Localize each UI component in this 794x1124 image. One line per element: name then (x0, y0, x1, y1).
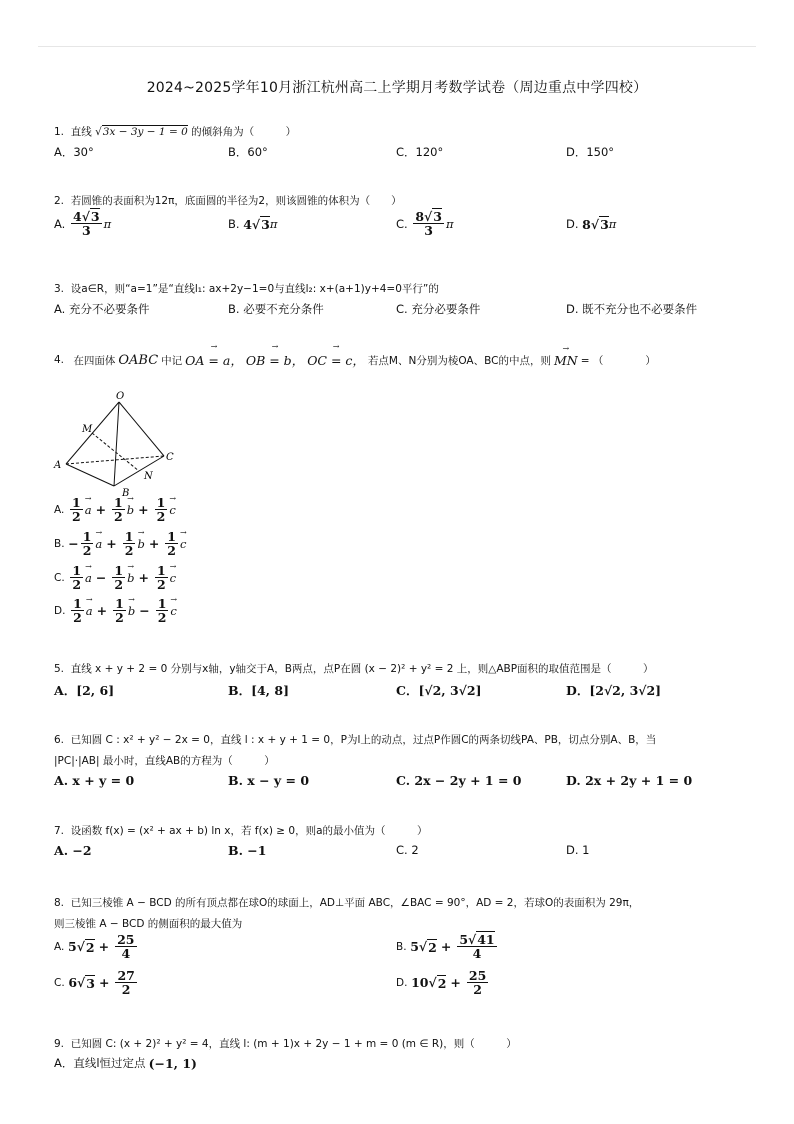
numerator: 1 (73, 596, 82, 611)
q4-option-a[interactable] (54, 496, 176, 523)
numerator: 1 (156, 563, 166, 578)
q5-option-b[interactable]: B．[4, 8] (228, 683, 289, 698)
q4-option-b[interactable] (54, 530, 186, 557)
sign: + (96, 603, 108, 619)
option-label: B. (396, 940, 407, 953)
fraction: $\frac{5√41}{4}$ (459, 932, 495, 962)
numerator: 1 (82, 529, 92, 544)
sign: + (148, 536, 160, 552)
q1-option-b[interactable]: B．60° (228, 145, 268, 159)
stem-text: 若圆锥的表面积为12π，底面圆的半径为2，则该圆锥的体积为（ ） (70, 195, 402, 207)
sign: + (106, 536, 117, 552)
numerator: 1 (114, 563, 124, 578)
denominator: 2 (156, 577, 166, 593)
option-label: B. (228, 217, 240, 231)
stem-text: 的倾斜角为（ ） (191, 126, 297, 138)
fraction: $\frac{4√3}{3}$ (72, 209, 100, 239)
question-number: 7. (54, 825, 65, 837)
radicand: 3 (90, 209, 100, 224)
question-number: 9. (54, 1038, 65, 1050)
numerator: 1 (167, 529, 176, 544)
label-b: B (122, 488, 130, 498)
q3-option-c[interactable]: C. 充分必要条件 (396, 302, 481, 316)
radicand: 41 (477, 932, 495, 947)
vector-oc: OC = c， → (307, 351, 365, 369)
q2-option-b[interactable]: B. 4 √ 3 π (228, 216, 278, 232)
header-rule (38, 46, 756, 47)
vector-c: c → (170, 604, 176, 618)
option-label: A. (54, 503, 65, 516)
stem-text: 已知圆 C: (x + 2)² + y² = 4，直线 l: (m + 1)x + 2y − 1 + m = 0 (m ∈ R)，则（ ） (70, 1038, 517, 1050)
fraction (71, 597, 84, 624)
radicand: 3 (86, 975, 95, 991)
denominator: 2 (115, 610, 124, 626)
pi-symbol: π (608, 217, 617, 231)
denominator: 4 (472, 946, 482, 962)
question-number: 2. (54, 195, 65, 207)
equation: √3x − 3y − 1 = 0 (95, 126, 188, 138)
radicand: 3 (600, 217, 609, 232)
option-label: A. (54, 940, 65, 953)
fraction (112, 496, 125, 523)
numerator: 1 (124, 529, 134, 544)
q6-option-c[interactable]: C. 2x − 2y + 1 = 0 (396, 773, 522, 788)
radicand: 2 (428, 939, 437, 955)
option-label: C. (54, 976, 65, 989)
label-n: N (144, 471, 153, 482)
question-8 (54, 893, 754, 935)
vector-b: b → (128, 604, 135, 618)
radicand: 3 (433, 209, 442, 224)
fraction (115, 969, 136, 996)
vector-b: b → (127, 571, 134, 585)
numerator: 1 (156, 495, 166, 510)
numerator: 1 (157, 596, 167, 611)
question-7 (54, 823, 428, 838)
vector-b: b → (137, 537, 144, 551)
q6-option-d[interactable]: D. 2x + 2y + 1 = 0 (566, 773, 693, 788)
label-o: O (116, 391, 125, 402)
sign: − (95, 570, 107, 586)
sqrt-content: 3x − 3y − 1 = 0 (102, 126, 188, 138)
sign: + (95, 502, 107, 518)
numerator: 1 (72, 495, 81, 510)
sign: + (138, 502, 149, 518)
numerator: 1 (115, 596, 124, 611)
q3-option-b[interactable]: B. 必要不充分条件 (228, 302, 324, 316)
q1-option-a[interactable]: A．30° (54, 145, 94, 159)
edge-ob (114, 402, 119, 486)
q7-option-b[interactable]: B. −1 (228, 843, 267, 858)
q7-option-a[interactable]: A. −2 (54, 843, 92, 858)
question-number: 3. (54, 283, 65, 295)
option-label: C. (396, 216, 408, 231)
denominator: 2 (114, 577, 124, 593)
q4-option-c[interactable] (54, 564, 176, 591)
pi-symbol: π (103, 216, 112, 231)
denominator: 2 (82, 543, 92, 559)
vector-oa: OA = a， → (185, 351, 243, 369)
option-label: D. (396, 976, 408, 989)
fixed-point: (−1, 1) (148, 1055, 197, 1071)
denominator: 2 (473, 982, 482, 998)
fraction (156, 597, 169, 624)
numerator: 4 (72, 209, 82, 224)
denominator: 4 (121, 946, 131, 962)
q5-option-a[interactable]: A．[2, 6] (54, 683, 115, 698)
sign: + (138, 570, 149, 586)
q8-option-b[interactable]: B. 5 √ 2 + $\frac{5√41}{4}$ (396, 932, 495, 962)
vector-ob: OB = b， → (246, 351, 304, 369)
question-number: 5. (54, 663, 65, 675)
q2-option-a[interactable] (54, 210, 111, 237)
question-2 (54, 193, 402, 208)
coefficient: 8 (582, 216, 591, 232)
vector-b: b → (127, 503, 134, 517)
q5-option-c[interactable]: C．[√2, 3√2] (396, 683, 482, 698)
q6-option-b[interactable]: B. x − y = 0 (228, 773, 310, 788)
q6-option-a[interactable]: A. x + y = 0 (54, 773, 135, 788)
q3-option-a[interactable]: A. 充分不必要条件 (54, 302, 150, 316)
denominator: 2 (114, 509, 123, 525)
option-text: A．直线l恒过定点 (54, 1056, 146, 1070)
denominator: 2 (157, 610, 167, 626)
numerator: 5 (459, 932, 469, 947)
label-a: A (54, 460, 62, 471)
numerator: 1 (72, 563, 82, 578)
q3-option-d[interactable]: D. 既不充分也不必要条件 (566, 302, 698, 316)
vector-c: c → (180, 537, 186, 551)
vector-a: a → (86, 604, 93, 618)
fraction (123, 530, 136, 557)
numerator: 25 (117, 932, 135, 947)
fraction (70, 496, 83, 523)
q2-option-c[interactable] (396, 210, 454, 237)
coefficient: 4 (243, 216, 252, 232)
numerator: 25 (468, 968, 487, 983)
q4-option-d[interactable] (54, 597, 177, 624)
pi-symbol: π (269, 217, 278, 231)
stem-text: 中记 (161, 354, 183, 367)
fraction (81, 530, 94, 557)
denominator: 2 (73, 610, 82, 626)
vector-a: a → (95, 537, 102, 551)
stem-text: = （ ） (580, 354, 656, 367)
numerator: 8 (415, 209, 425, 224)
numerator: 1 (114, 495, 123, 510)
fraction: $\frac{8√3}{3}$ (415, 209, 442, 239)
stem-text: 已知三棱锥 A − BCD 的所有顶点都在球O的球面上，AD⊥平面 ABC，∠BAC = 90°，AD = 2，若球O的表面积为 29π， (70, 897, 640, 909)
option-label: C. (54, 571, 65, 584)
question-3 (54, 281, 439, 296)
option-label: B. (54, 537, 65, 550)
denominator: 2 (72, 509, 81, 525)
stem-text: 则三棱锥 A − BCD 的侧面积的最大值为 (54, 918, 243, 930)
page-title: 2024~2025学年10月浙江杭州高二上学期月考数学试卷（周边重点中学四校） (146, 80, 648, 96)
label-m: M (82, 424, 93, 435)
q8-option-d[interactable]: D. 10 √ 2 + $\frac{25}{2}$ (396, 968, 487, 998)
q7-option-d[interactable]: D. 1 (566, 843, 590, 857)
vector-c: c → (169, 503, 175, 517)
coefficient: 6 (68, 975, 78, 991)
denominator: 2 (167, 543, 176, 559)
q1-option-c[interactable]: C．120° (396, 145, 444, 159)
vector-mn: MN → (554, 353, 578, 368)
coefficient: 5 (410, 939, 419, 955)
denominator: 2 (156, 509, 166, 525)
tetrahedron-name: OABC (118, 352, 159, 368)
q8-option-a[interactable]: A. 5 √ 2 + $\frac{25}{4}$ (54, 932, 135, 962)
stem-text: |PC|·|AB| 最小时，直线AB的方程为（ ） (54, 755, 275, 767)
q8-option-c[interactable]: C. 6 √ 3 + $\frac{27}{2}$ (54, 968, 135, 998)
sign: − (68, 536, 79, 552)
stem-text: 已知圆 C : x² + y² − 2x = 0，直线 l : x + y + 1 = 0，P为l上的动点，过点P作圆C的两条切线PA、PB，切点分别A、B，当 (70, 734, 657, 746)
coefficient: 10 (411, 975, 429, 991)
denominator: 2 (124, 543, 134, 559)
q9-option-a[interactable] (54, 1055, 197, 1071)
question-5 (54, 661, 654, 676)
fraction (165, 530, 178, 557)
radicand: 2 (85, 939, 95, 955)
question-1 (54, 124, 296, 139)
q7-option-c[interactable]: C. 2 (396, 843, 419, 857)
label-c: C (166, 452, 174, 463)
denominator: 3 (424, 223, 433, 239)
fraction (112, 564, 125, 591)
stem-text: 若点M、N分别为棱OA、BC的中点，则 (367, 354, 551, 367)
question-9 (54, 1036, 517, 1051)
fraction (155, 564, 168, 591)
vector-a: a → (85, 503, 92, 517)
radicand: 2 (437, 975, 447, 991)
pi-symbol: π (445, 216, 454, 231)
question-number: 8. (54, 897, 65, 909)
denominator: 2 (121, 982, 131, 998)
vector-c: c → (170, 571, 176, 585)
sign: − (139, 603, 150, 619)
tetrahedron-figure (52, 390, 182, 498)
stem-text: 设函数 f(x) = (x² + ax + b) ln x，若 f(x) ≥ 0，则a的最小值为（ ） (70, 825, 428, 837)
question-number: 4. (54, 354, 65, 366)
numerator: 27 (117, 968, 135, 983)
fraction (70, 564, 83, 591)
stem-text: 设a∈R，则“a=1”是“直线l₁: ax+2y−1=0与直线l₂: x+(a+1)y+4=0平行”的 (70, 283, 439, 295)
radicand: 3 (261, 217, 270, 232)
edge-ab (66, 464, 114, 486)
q5-option-d[interactable]: D．[2√2, 3√2] (566, 683, 662, 698)
question-number: 6. (54, 734, 65, 746)
denominator: 2 (72, 577, 82, 593)
fraction (467, 969, 488, 996)
stem-text: 直线 (70, 126, 92, 138)
fraction (113, 597, 126, 624)
stem-text: 直线 x + y + 2 = 0 分别与x轴，y轴交于A，B两点，点P在圆 (x − 2)² + y² = 2 上，则△ABP面积的取值范围是（ ） (70, 663, 654, 675)
edge-oc (119, 402, 164, 456)
question-number: 1. (54, 126, 65, 138)
question-6 (54, 730, 744, 772)
coefficient: 5 (68, 939, 77, 955)
option-label: A. (54, 216, 66, 231)
q1-option-d[interactable]: D．150° (566, 145, 615, 159)
question-4 (54, 351, 656, 369)
option-label: D. (566, 217, 579, 231)
fraction (155, 496, 168, 523)
option-label: D. (54, 604, 66, 617)
stem-text: 在四面体 (73, 354, 116, 367)
fraction (115, 933, 136, 960)
vector-a: a → (85, 571, 92, 585)
denominator: 3 (81, 223, 91, 239)
q2-option-d[interactable]: D. 8 √ 3 π (566, 216, 617, 232)
